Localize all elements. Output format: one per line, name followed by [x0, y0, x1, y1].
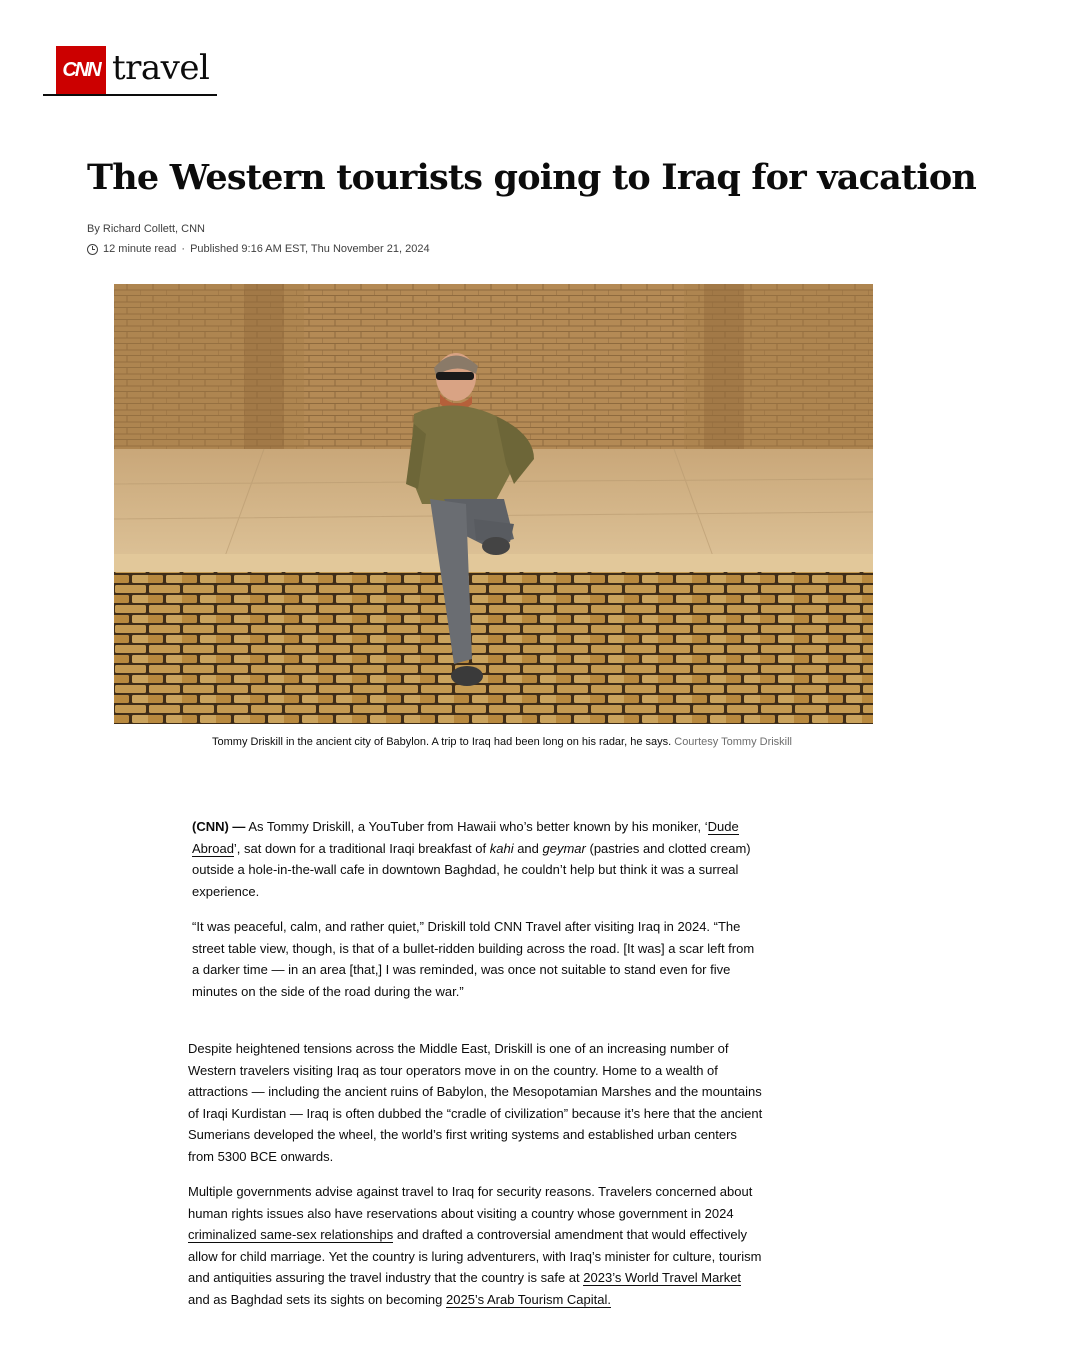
- dateline: (CNN) —: [192, 819, 246, 834]
- paragraph-text: ’, sat down for a traditional Iraqi breakfast of: [233, 840, 490, 856]
- paragraph-3: Despite heightened tensions across the Middle East, Driskill is one of an increasing number of Western travelers visiting Iraq as tour operators move in on the country. Home to a wealth of attractions — including the ancient ruins of Babylon, the Mesopotamian Marshes and the mountains of Iraqi Kurdistan — Iraq is often dubbed the “cradle of civilization” because it’s here that the ancient Sumerians developed the wheel, the world’s first writing systems and established urban centers from 5300 BCE onwards.: [188, 1041, 763, 1164]
- hero-caption: [212, 733, 802, 752]
- read-time: 12 minute read: [103, 243, 177, 255]
- paragraph-text: and drafted a controversial amendment that would effectively allow for child marriage. Yet the country is luring adventurers, with Iraq’s minister for culture, tourism and antiquities assuring the travel industry that the country is safe at: [188, 1227, 762, 1286]
- dude-abroad-link[interactable]: Dude Abroad: [192, 819, 739, 856]
- arab-tourism-capital-link[interactable]: 2025’s Arab Tourism Capital.: [446, 1291, 612, 1307]
- cnn-logo-mark: CNN: [56, 46, 106, 94]
- paragraph-text: (pastries and clotted cream) outside a hole-in-the-wall cafe in downtown Baghdad, he couldn’t help but think it was a surreal experience.: [192, 840, 751, 899]
- article-byline: By Richard Collett, CNN: [87, 223, 205, 235]
- paragraph-1: [192, 816, 762, 902]
- clock-icon: [87, 244, 98, 255]
- world-travel-market-link[interactable]: 2023’s World Travel Market: [583, 1270, 742, 1286]
- paragraph-text: and as Baghdad sets its sights on becoming: [188, 1291, 446, 1307]
- cnn-travel-logo[interactable]: [43, 46, 217, 96]
- paragraph-text: Multiple governments advise against travel to Iraq for security reasons. Travelers concerned about human rights issues also have reservations about visiting a country whose government in 2024: [188, 1184, 753, 1221]
- paragraph-2: “It was peaceful, calm, and rather quiet,” Driskill told CNN Travel after visiting Iraq in 2024. “The street table view, though, is that of a bullet-ridden building across the road. [It was] a scar left from a darker time — in an area [that,] I was reminded, was once not suitable to stand even for five minutes on the side of the road during the war.”: [192, 919, 755, 999]
- babylon-photo: [114, 284, 873, 724]
- hero-image[interactable]: [114, 284, 873, 724]
- article-headline: The Western tourists going to Iraq for vacation: [87, 157, 977, 198]
- geymar-term: geymar: [542, 840, 586, 856]
- paragraph-4: [188, 1181, 763, 1311]
- published-timestamp: Published 9:16 AM EST, Thu November 21, 2024: [190, 243, 430, 255]
- travel-wordmark: travel: [112, 48, 210, 88]
- caption-text: Tommy Driskill in the ancient city of Babylon. A trip to Iraq had been long on his radar, he says.: [212, 736, 672, 748]
- kahi-term: kahi: [489, 840, 514, 856]
- criminalized-link[interactable]: criminalized same-sex relationships: [188, 1227, 394, 1243]
- paragraph-text: As Tommy Driskill, a YouTuber from Hawaii who’s better known by his moniker, ‘: [245, 819, 708, 834]
- photo-credit: Courtesy Tommy Driskill: [674, 736, 793, 748]
- meta-separator: ·: [181, 243, 186, 255]
- paragraph-text: and: [513, 840, 543, 856]
- article-meta: [87, 243, 430, 255]
